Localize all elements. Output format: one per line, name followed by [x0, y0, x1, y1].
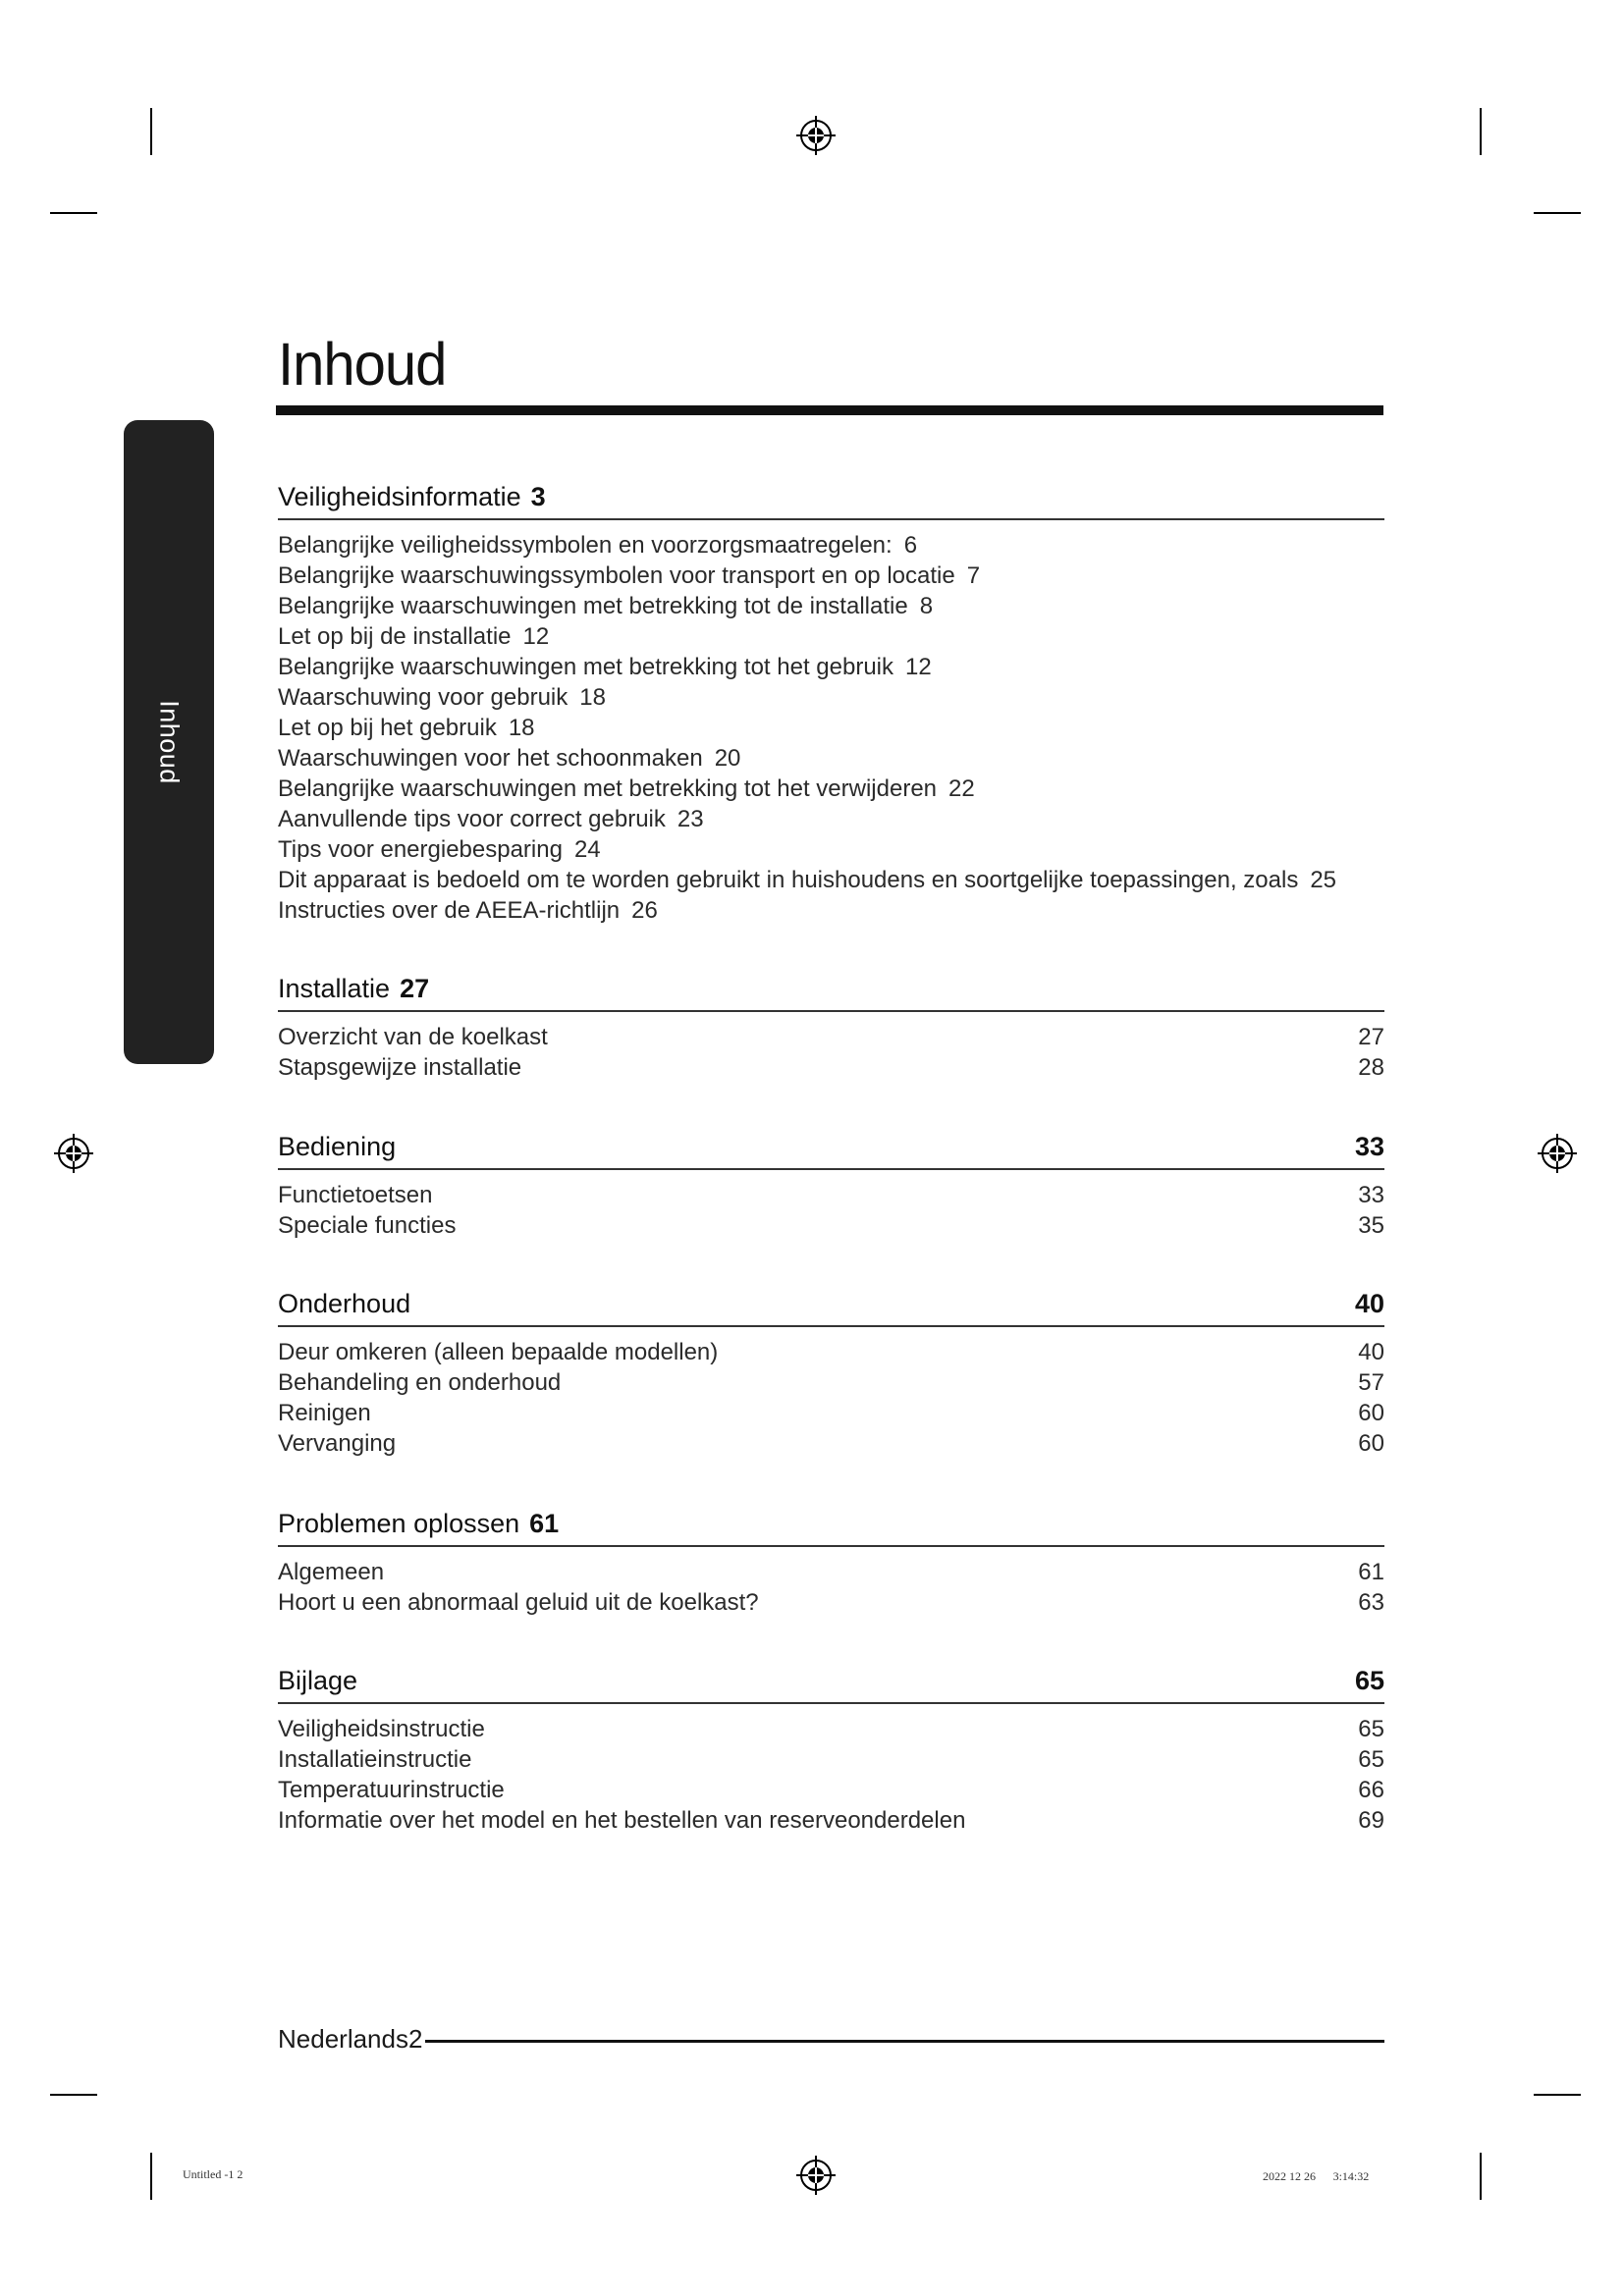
toc-entry-page: 65 [1358, 1716, 1384, 1742]
toc-entry[interactable] [278, 1775, 1384, 1805]
toc-entry[interactable] [278, 1714, 1384, 1744]
crop-mark [50, 212, 97, 214]
section-page-number: 40 [1354, 1289, 1384, 1318]
toc-entry-label: Deur omkeren (alleen bepaalde modellen) [278, 1339, 719, 1365]
section-heading[interactable] [278, 479, 1384, 520]
toc-entry-label: Informatie over het model en het bestellen van reserveonderdelen [278, 1807, 966, 1834]
toc-entry[interactable] [278, 865, 1384, 895]
toc-entry-label: Vervanging [278, 1430, 397, 1457]
toc-entry[interactable] [278, 804, 1384, 834]
toc-entry-page: 12 [522, 623, 550, 650]
crop-mark [1480, 2153, 1482, 2200]
section-title: Veiligheidsinformatie [278, 482, 521, 511]
toc-entry-label: Speciale functies [278, 1212, 457, 1239]
toc-entry-label: Functietoetsen [278, 1182, 433, 1208]
toc-entry-label: Overzicht van de koelkast [278, 1024, 548, 1050]
toc-entry-page: 26 [631, 897, 658, 924]
toc-entry-page: 60 [1358, 1430, 1384, 1457]
section-title: Installatie [278, 974, 391, 1003]
toc-section-problemen-oplossen [278, 1506, 1384, 1618]
print-slug-left: Untitled -1 2 [183, 2167, 244, 2181]
toc-section-veiligheidsinformatie [278, 479, 1384, 926]
toc-entry[interactable] [278, 591, 1384, 621]
page-footer [278, 2024, 422, 2055]
toc-entry-page: 20 [714, 745, 741, 772]
toc-entry-label: Dit apparaat is bedoeld om te worden gebruikt in huishoudens en soortgelijke toepassingen, zoals [278, 867, 1299, 893]
toc-entry[interactable] [278, 1744, 1384, 1775]
toc-entry[interactable] [278, 1805, 1384, 1836]
toc-entry-page: 25 [1310, 867, 1337, 893]
toc-entry-label: Algemeen [278, 1559, 385, 1585]
toc-entry[interactable] [278, 621, 1384, 652]
section-page-number: 61 [529, 1509, 560, 1538]
toc-entry-page: 23 [677, 806, 704, 832]
toc-entry[interactable] [278, 1428, 1384, 1459]
toc-entry[interactable] [278, 713, 1384, 743]
toc-entry-list [278, 1557, 1384, 1618]
section-heading[interactable] [278, 1663, 1384, 1704]
toc-entry-label: Belangrijke waarschuwingssymbolen voor transport en op locatie [278, 562, 955, 589]
toc-entry[interactable] [278, 1367, 1384, 1398]
section-page-number: 27 [400, 974, 430, 1003]
toc-entry-label: Belangrijke waarschuwingen met betrekking tot het gebruik [278, 654, 894, 680]
toc-entry-page: 57 [1358, 1369, 1384, 1396]
toc-entry-page: 7 [966, 562, 981, 589]
toc-entry[interactable] [278, 1022, 1384, 1052]
crop-mark [150, 2153, 152, 2200]
toc-entry-label: Hoort u een abnormaal geluid uit de koelkast? [278, 1589, 759, 1616]
toc-entry-list [278, 1714, 1384, 1836]
crop-mark [150, 108, 152, 155]
footer-language: Nederlands [278, 2024, 408, 2054]
registration-mark-icon [796, 116, 836, 155]
toc-entry[interactable] [278, 1210, 1384, 1241]
toc-entry-page: 8 [919, 593, 934, 619]
section-page-number: 65 [1354, 1666, 1384, 1695]
toc-entry-page: 27 [1358, 1024, 1384, 1050]
footer-page-number: 2 [407, 2024, 423, 2054]
toc-entry-label: Reinigen [278, 1400, 371, 1426]
toc-entry-page: 63 [1358, 1589, 1384, 1616]
toc-entry-page: 28 [1358, 1054, 1384, 1081]
section-page-number: 3 [530, 482, 546, 511]
toc-entry-list [278, 1180, 1384, 1241]
toc-section-installatie [278, 971, 1384, 1083]
toc-entry-label: Waarschuwingen voor het schoonmaken [278, 745, 703, 772]
toc-entry-label: Let op bij de installatie [278, 623, 512, 650]
toc-entry-page: 66 [1358, 1777, 1384, 1803]
toc-entry[interactable] [278, 1398, 1384, 1428]
section-heading[interactable] [278, 1506, 1384, 1547]
toc-entry-label: Belangrijke waarschuwingen met betrekking tot het verwijderen [278, 775, 938, 802]
toc-entry-label: Aanvullende tips voor correct gebruik [278, 806, 666, 832]
toc-entry[interactable] [278, 561, 1384, 591]
toc-entry-label: Belangrijke waarschuwingen met betrekking tot de installatie [278, 593, 908, 619]
toc-entry[interactable] [278, 682, 1384, 713]
toc-entry[interactable] [278, 774, 1384, 804]
toc-entry[interactable] [278, 1587, 1384, 1618]
crop-mark [50, 2094, 97, 2096]
toc-entry-label: Instructies over de AEEA-richtlijn [278, 897, 621, 924]
toc-entry[interactable] [278, 1337, 1384, 1367]
section-title: Bijlage [278, 1666, 358, 1695]
footer-rule [425, 2040, 1384, 2043]
section-page-number: 33 [1354, 1132, 1384, 1161]
page-title: Inhoud [278, 331, 447, 399]
toc-entry-label: Behandeling en onderhoud [278, 1369, 562, 1396]
toc-entry[interactable] [278, 1180, 1384, 1210]
toc-entry-page: 18 [579, 684, 606, 711]
section-title: Bediening [278, 1132, 397, 1161]
toc-entry[interactable] [278, 530, 1384, 561]
registration-mark-icon [1538, 1134, 1577, 1173]
crop-mark [1534, 2094, 1581, 2096]
toc-entry[interactable] [278, 1557, 1384, 1587]
toc-entry[interactable] [278, 652, 1384, 682]
registration-mark-icon [54, 1134, 93, 1173]
toc-entry-page: 61 [1358, 1559, 1384, 1585]
toc-entry-page: 6 [903, 532, 918, 559]
crop-mark [1480, 108, 1482, 155]
toc-entry-page: 33 [1358, 1182, 1384, 1208]
toc-entry-page: 60 [1358, 1400, 1384, 1426]
toc-entry[interactable] [278, 834, 1384, 865]
toc-entry-page: 69 [1358, 1807, 1384, 1834]
toc-section-onderhoud [278, 1286, 1384, 1459]
toc-entry-label: Temperatuurinstructie [278, 1777, 505, 1803]
toc-entry-page: 40 [1358, 1339, 1384, 1365]
toc-entry[interactable] [278, 743, 1384, 774]
toc-entry-label: Installatieinstructie [278, 1746, 472, 1773]
toc-entry-page: 24 [573, 836, 601, 863]
toc-entry-list [278, 530, 1384, 926]
toc-entry-label: Veiligheidsinstructie [278, 1716, 485, 1742]
toc-entry-label: Let op bij het gebruik [278, 715, 497, 741]
toc-entry[interactable] [278, 1052, 1384, 1083]
title-rule [276, 405, 1383, 415]
chapter-side-tab-label: Inhoud [154, 700, 185, 784]
section-heading[interactable] [278, 971, 1384, 1012]
toc-entry-list [278, 1022, 1384, 1083]
toc-entry-page: 35 [1358, 1212, 1384, 1239]
section-heading[interactable] [278, 1129, 1384, 1170]
toc-entry[interactable] [278, 895, 1384, 926]
print-slug-right: 2022 12 26 ㅤ 3:14:32 [1263, 2169, 1370, 2183]
toc-entry-label: Stapsgewijze installatie [278, 1054, 522, 1081]
toc-section-bijlage [278, 1663, 1384, 1836]
section-title: Problemen oplossen [278, 1509, 520, 1538]
toc-entry-label: Waarschuwing voor gebruik [278, 684, 568, 711]
toc-entry-page: 65 [1358, 1746, 1384, 1773]
toc-entry-page: 22 [948, 775, 975, 802]
toc-section-bediening [278, 1129, 1384, 1241]
section-heading[interactable] [278, 1286, 1384, 1327]
toc-entry-list [278, 1337, 1384, 1459]
section-title: Onderhoud [278, 1289, 411, 1318]
registration-mark-icon [796, 2156, 836, 2195]
toc-entry-page: 18 [508, 715, 535, 741]
crop-mark [1534, 212, 1581, 214]
toc-entry-page: 12 [905, 654, 932, 680]
chapter-side-tab [124, 420, 214, 1064]
toc-entry-label: Tips voor energiebesparing [278, 836, 563, 863]
toc-entry-label: Belangrijke veiligheidssymbolen en voorzorgsmaatregelen: [278, 532, 893, 559]
